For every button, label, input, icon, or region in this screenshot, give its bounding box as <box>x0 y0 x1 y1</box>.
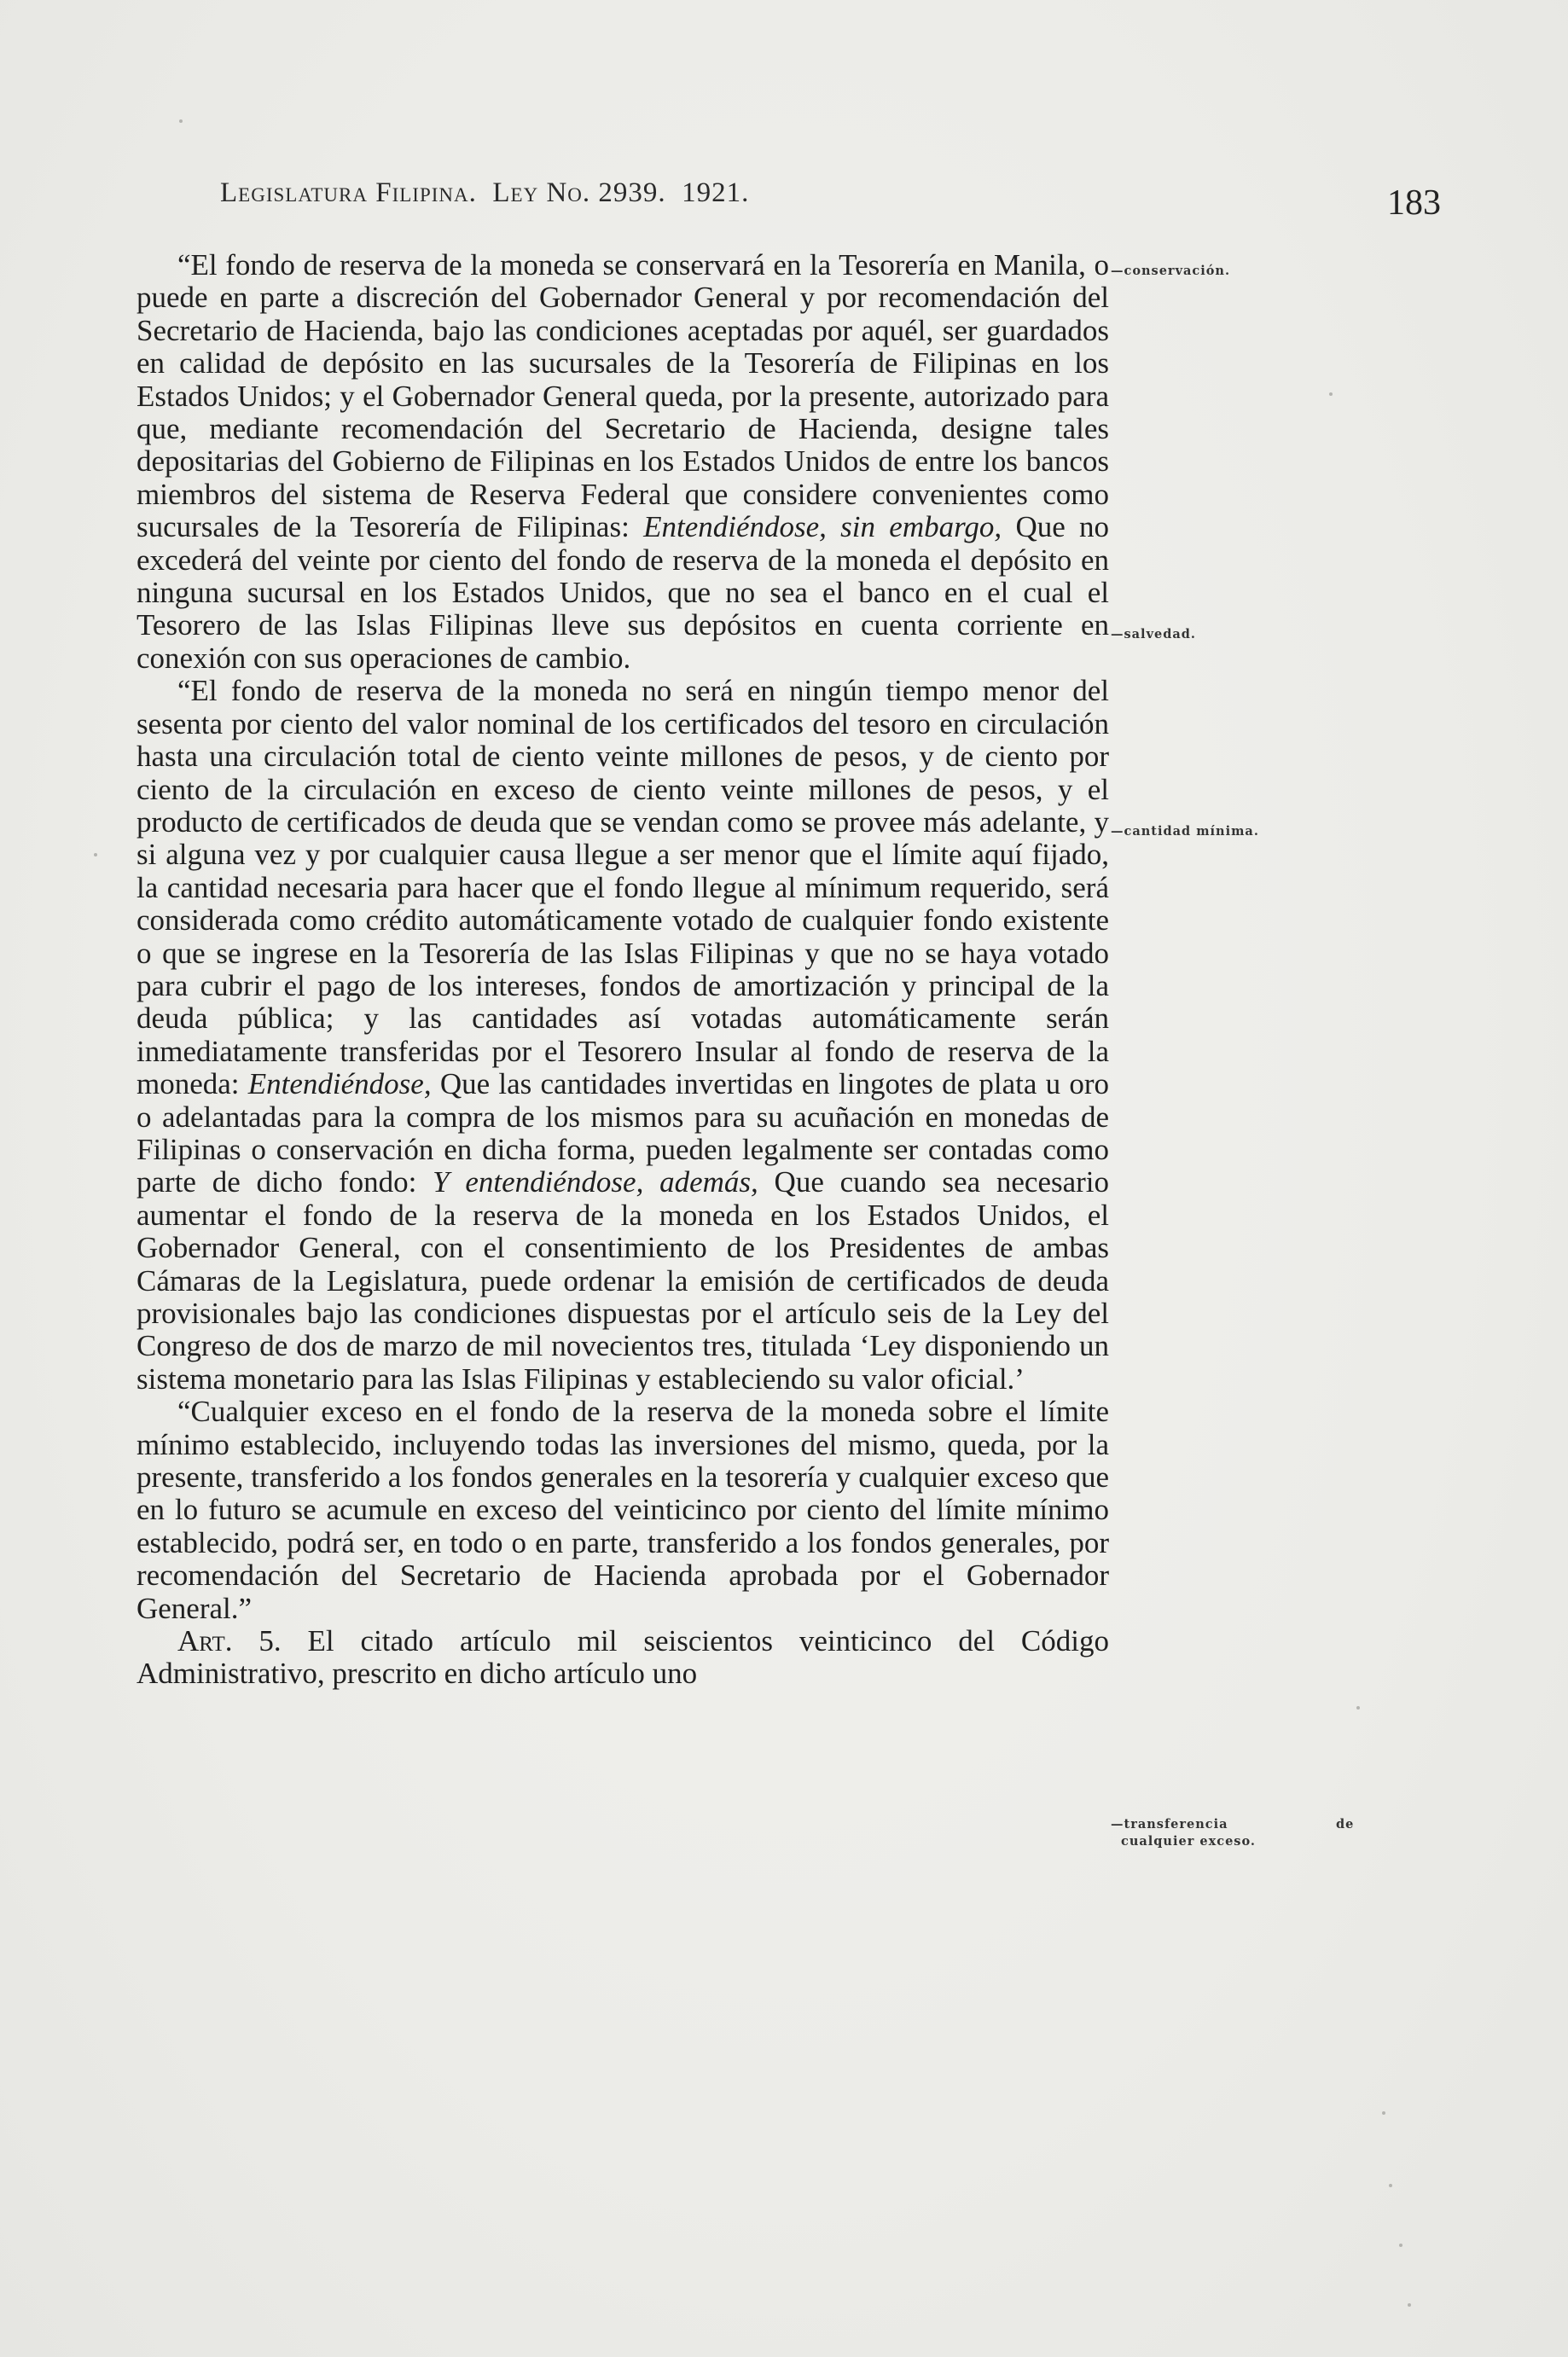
paragraph-text: Que cuando sea necesario aumentar el fondo de la reserva de la moneda en los Estados Unidos, el Gobernador General, con el consentimiento de los Presidentes de ambas Cámaras de la Legislatura, puede ordenar la emisión de certificados de deuda provisionales bajo las condiciones dispuestas por el artículo seis de la Ley del Congreso de dos de marzo de mil novecientos tres, titulada ‘Ley disponiendo un sistema monetario para las Islas Filipinas y estableciendo su valor oficial.’ <box>136 1165 1110 1396</box>
paper-speck <box>1356 1706 1360 1710</box>
page-number: 183 <box>1387 183 1441 223</box>
margin-note-conservacion: —conservación. <box>1111 264 1230 278</box>
paragraph-transferencia <box>136 1396 1109 1625</box>
paper-speck <box>1399 2244 1402 2247</box>
proviso-italic: Y entendiéndose, además, <box>433 1165 758 1199</box>
paper-speck <box>1382 2111 1385 2115</box>
year: 1921. <box>682 177 750 208</box>
paragraph-cantidad-minima <box>136 675 1109 1396</box>
paragraph-conservacion <box>136 249 1109 675</box>
paper-speck <box>1408 2303 1411 2307</box>
margin-note-cantidad-minima: —cantidad mínima. <box>1111 824 1259 839</box>
margin-note-cualquier-exceso: cualquier exceso. <box>1121 1834 1256 1849</box>
body-text <box>136 249 1109 1691</box>
proviso-italic: Entendiéndose, sin embargo, <box>643 510 1002 544</box>
paper-speck <box>94 853 97 856</box>
paper-speck <box>179 119 183 123</box>
paper-speck <box>1329 392 1333 396</box>
proviso-italic: Entendiéndose, <box>247 1067 432 1101</box>
paragraph-text: “Cualquier exceso en el fondo de la reserva de la moneda sobre el límite mínimo establecido, incluyendo todas las inversiones del mismo, queda, por la presente, transferido a los fondos generales en la tesorería y cualquier exceso que en lo futuro se acumule en exceso del veinticinco por ciento del límite mínimo establecido, podrá ser, en todo o en parte, transferido a los fondos generales, por recomendación del Secretario de Hacienda aprobada por el Gobernador General.” <box>136 1395 1109 1625</box>
paragraph-text: Que las cantidades invertidas en lingotes de plata u oro o adelantadas para la compra de los mismos para su acuñación en monedas de Filipinas o conservación en dicha forma, pueden legalmente ser contadas como parte de dicho fondo: <box>136 1067 1110 1199</box>
margin-note-transferencia-de: de <box>1336 1817 1355 1832</box>
law-number: Ley No. 2939. <box>492 177 666 208</box>
paragraph-text: Que no excederá del veinte por ciento del fondo de reserva de la moneda el depósito en ninguna sucursal en los Estados Unidos, que no sea el banco en el cual el Tesorero de las Islas Filipinas lleve sus depósitos en cuenta corriente en conexión con sus operaciones de cambio. <box>136 510 1110 675</box>
running-header <box>220 177 1073 209</box>
paragraph-art-5 <box>136 1625 1109 1691</box>
margin-note-transferencia: —transferencia <box>1111 1817 1228 1832</box>
running-title: Legislatura Filipina. <box>220 177 477 208</box>
margin-note-salvedad: —salvedad. <box>1111 627 1196 641</box>
paper-speck <box>1389 2184 1392 2187</box>
paragraph-text: “El fondo de reserva de la moneda no será en ningún tiempo menor del sesenta por ciento del valor nominal de los certificados del tesoro en circulación hasta una circulación total de ciento veinte millones de pesos, y de ciento por ciento de la circulación en exceso de ciento veinte millones de pesos, y el producto de certificados de deuda que se vendan como se provee más adelante, y si alguna vez y por cualquier causa llegue a ser menor que el límite aquí fijado, la cantidad necesaria para hacer que el fondo llegue al mínimum requerido, será considerada como crédito automáticamente votado de cualquier fondo existente o que se ingrese en la Tesorería de las Islas Filipinas y que no se haya votado para cubrir el pago de los intereses, fondos de amortización y principal de la deuda pública; y las cantidades así votadas automáticamente serán inmediatamente transferidas por el Tesorero Insular al fondo de reserva de la moneda: <box>136 674 1109 1101</box>
paragraph-text: “El fondo de reserva de la moneda se conservará en la Tesorería en Manila, o puede en parte a discreción del Gobernador General y por recomendación del Secretario de Hacienda, bajo las condiciones aceptadas por aquél, ser guardados en calidad de depósito en las sucursales de la Tesorería de Filipinas en los Estados Unidos; y el Gobernador General queda, por la presente, autorizado para que, mediante recomendación del Secretario de Hacienda, designe tales depositarias del Gobierno de Filipinas en los Estados Unidos de entre los bancos miembros del sistema de Reserva Federal que considere convenientes como sucursales de la Tesorería de Filipinas: <box>136 248 1109 544</box>
paragraph-text: El citado artículo mil seiscientos veinticinco del Código Administrativo, prescrito en dicho artículo uno <box>136 1624 1109 1691</box>
article-label: Art. 5. <box>177 1624 282 1658</box>
